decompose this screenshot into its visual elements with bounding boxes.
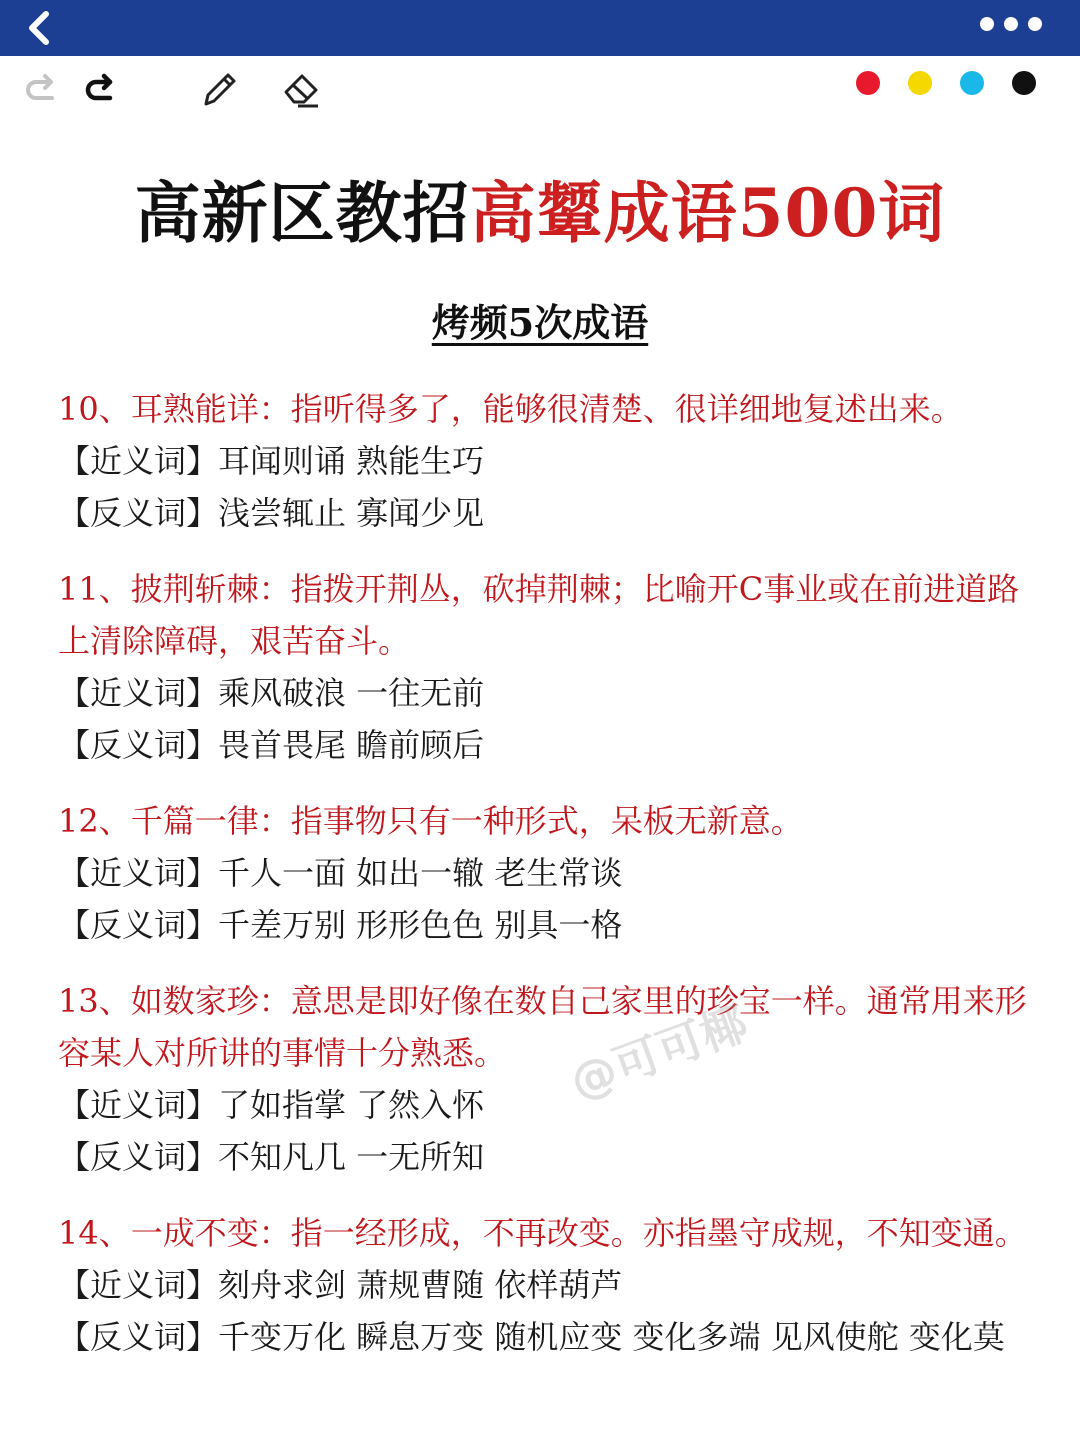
color-black-swatch[interactable] (1012, 71, 1036, 95)
eraser-button[interactable] (276, 64, 326, 114)
more-dots-icon (980, 17, 994, 31)
synonyms-line: 【近义词】耳闻则诵 熟能生巧 (58, 442, 485, 480)
color-yellow-swatch[interactable] (908, 71, 932, 95)
antonyms-line: 【反义词】浅尝辄止 寡闻少见 (58, 494, 485, 532)
idiom-headline: 13、如数家珍：意思是即好像在数自己家里的珍宝一样。通常用来形容某人对所讲的事情十分熟悉。 (58, 982, 1027, 1072)
synonyms-line: 【近义词】乘风破浪 一往无前 (58, 674, 485, 712)
eraser-icon (276, 64, 326, 114)
back-button[interactable] (18, 6, 62, 50)
idiom-list (58, 383, 1043, 1387)
color-blue-swatch[interactable] (960, 71, 984, 95)
watermark: @可可椰 (563, 995, 755, 1110)
idiom-headline: 10、耳熟能详：指听得多了，能够很清楚、很详细地复述出来。 (58, 390, 963, 428)
top-app-bar (0, 0, 1080, 56)
antonyms-line: 【反义词】千变万化 瞬息万变 随机应变 变化多端 见风使舵 变化莫 (58, 1318, 1005, 1356)
idiom-headline: 14、一成不变：指一经形成，不再改变。亦指墨守成规，不知变通。 (58, 1214, 1027, 1252)
idiom-entry (58, 975, 1043, 1183)
section-subtitle: 烤频5次成语 (431, 300, 649, 345)
title-red-part: 高颦成语500词 (469, 174, 946, 252)
undo-button[interactable] (16, 64, 66, 114)
synonyms-line: 【近义词】了如指掌 了然入怀 (58, 1086, 485, 1124)
antonyms-line: 【反义词】千差万别 形形色色 别具一格 (58, 906, 623, 944)
idiom-entry (58, 1207, 1043, 1363)
undo-icon (16, 64, 66, 114)
page-title (0, 160, 1080, 255)
idiom-headline: 12、千篇一律：指事物只有一种形式，呆板无新意。 (58, 802, 803, 840)
idiom-entry (58, 795, 1043, 951)
synonyms-line: 【近义词】千人一面 如出一辙 老生常谈 (58, 854, 623, 892)
color-red-swatch[interactable] (856, 71, 880, 95)
idiom-entry (58, 563, 1043, 771)
idiom-entry (58, 383, 1043, 539)
chevron-left-icon (18, 6, 62, 50)
pencil-button[interactable] (194, 64, 244, 114)
redo-button[interactable] (74, 64, 124, 114)
synonyms-line: 【近义词】刻舟求剑 萧规曹随 依样葫芦 (58, 1266, 623, 1304)
redo-icon (74, 64, 124, 114)
idiom-headline: 11、披荆斩棘：指拨开荆丛，砍掉荆棘；比喻开C事业或在前进道路上清除障碍，艰苦奋斗。 (58, 570, 1020, 660)
title-black-part: 高新区教招 (134, 174, 470, 252)
antonyms-line: 【反义词】不知凡几 一无所知 (58, 1138, 485, 1176)
pencil-icon (194, 64, 244, 114)
antonyms-line: 【反义词】畏首畏尾 瞻前顾后 (58, 726, 485, 764)
more-options-button[interactable] (980, 14, 1050, 34)
